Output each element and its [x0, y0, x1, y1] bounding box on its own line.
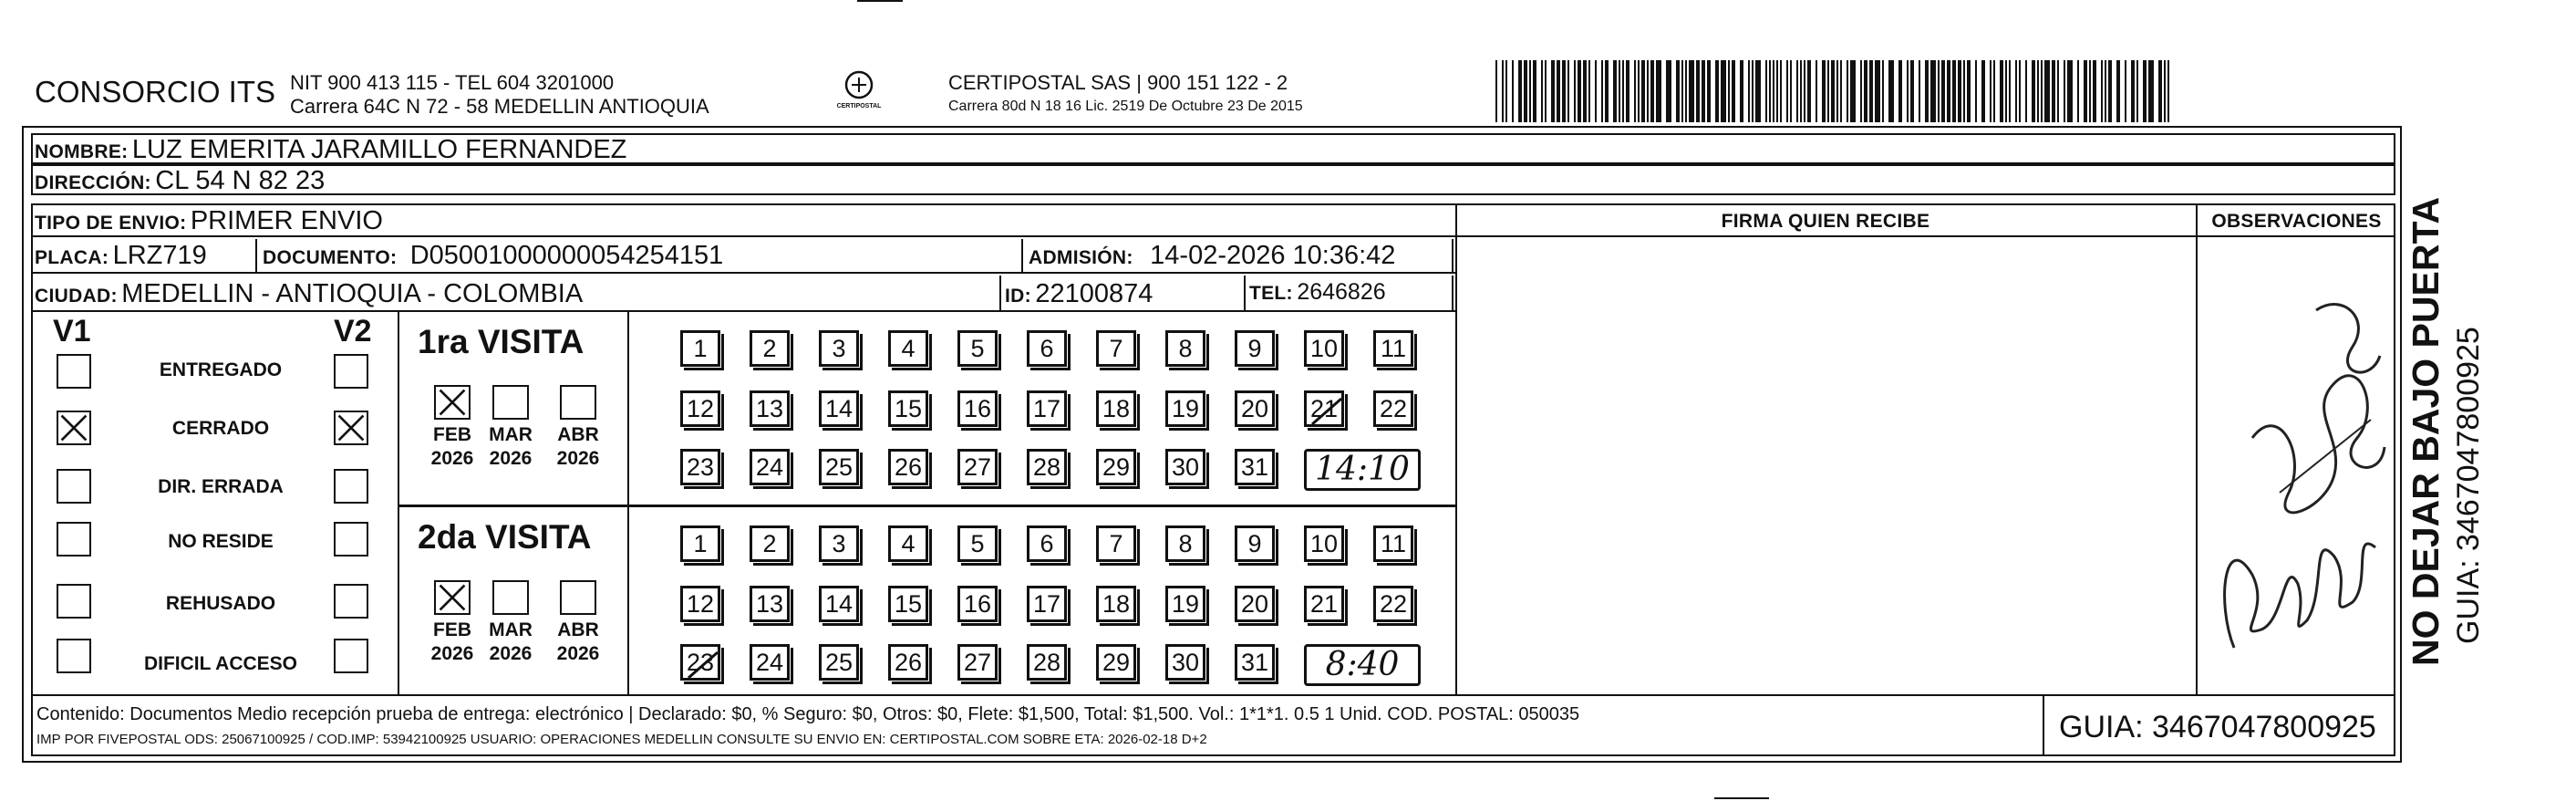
visit-day-number: 9 [1247, 334, 1262, 362]
visit-day-number: 15 [894, 394, 923, 422]
visit-day-box[interactable] [957, 644, 998, 681]
visit-time: 8:40 [1304, 644, 1421, 686]
visit-day-box[interactable] [1235, 449, 1275, 485]
visit-day-number: 18 [1102, 589, 1131, 618]
visit-day-number: 14 [824, 394, 853, 422]
visit-day-number: 2 [762, 529, 777, 557]
visit-time: 14:10 [1304, 449, 1421, 491]
visit-day-number: 31 [1240, 648, 1269, 676]
visit-day-number: 22 [1379, 394, 1408, 422]
main-grid [31, 203, 2395, 696]
placa-value: LRZ719 [112, 241, 207, 270]
v1-label: V1 [53, 314, 91, 348]
visit-day-box[interactable] [750, 390, 790, 427]
visit-day-number: 29 [1102, 648, 1131, 676]
visit-day-number: 16 [963, 589, 992, 618]
visit-day-box[interactable] [888, 586, 928, 622]
visit-month-checkbox[interactable] [492, 385, 529, 420]
visit-day-box[interactable] [957, 330, 998, 367]
direccion-field [35, 166, 325, 196]
company-nit: NIT 900 413 115 - TEL 604 3201000 [290, 71, 615, 94]
visit-day-box[interactable] [1373, 390, 1413, 427]
visit-day-box[interactable] [1096, 449, 1136, 485]
nombre-field [35, 135, 626, 165]
visit-day-number: 28 [1032, 453, 1061, 481]
visit-day-number: 24 [755, 453, 784, 481]
v2-checkbox[interactable] [334, 469, 368, 504]
visit-day-box[interactable] [819, 449, 859, 485]
status-reason-label: NO RESIDE [168, 531, 274, 552]
visit-day-box[interactable] [1304, 525, 1344, 562]
day-strike-mark [1307, 393, 1341, 424]
visit-day-number: 21 [1309, 589, 1339, 618]
visit-year-label: 2026 [556, 643, 600, 664]
visit-day-box[interactable] [1235, 586, 1275, 622]
certipostal-line2: Carrera 80d N 18 16 Lic. 2519 De Octubre 23 De 2015 [948, 99, 1303, 114]
visit-year-label: 2026 [430, 448, 474, 469]
visit-day-box[interactable] [957, 449, 998, 485]
barcode-graphic [1495, 60, 2175, 122]
side-guia: GUIA: 3467047800925 [2451, 327, 2486, 644]
company-name: CONSORCIO ITS [35, 75, 276, 109]
visit-day-number: 12 [686, 394, 715, 422]
visit-month-checkbox[interactable] [434, 385, 471, 420]
visit-day-box[interactable] [1235, 330, 1275, 367]
nombre-label: NOMBRE: [35, 141, 129, 162]
visit-day-number: 8 [1178, 529, 1193, 557]
visit-day-box[interactable] [1027, 525, 1067, 562]
visit-day-box[interactable] [1096, 644, 1136, 681]
visit-day-number: 27 [963, 648, 992, 676]
visit-day-box[interactable] [680, 586, 720, 622]
visit-year-label: 2026 [489, 643, 533, 664]
visit-day-box[interactable] [957, 390, 998, 427]
visit-day-box[interactable] [1165, 330, 1205, 367]
visit-day-number: 3 [832, 529, 846, 557]
id-value: 22100874 [1035, 279, 1154, 308]
day-strike-mark [683, 647, 718, 678]
visit-month-checkbox[interactable] [434, 580, 471, 615]
visit-day-box[interactable] [680, 330, 720, 367]
visit-day-box[interactable] [1235, 644, 1275, 681]
visit-title: 1ra VISITA [418, 323, 585, 360]
visit-day-number: 13 [755, 394, 784, 422]
admision-value: 14-02-2026 10:36:42 [1150, 241, 1396, 270]
visit-day-number: 1 [693, 334, 708, 362]
visit-month-label: FEB [433, 424, 471, 445]
visit-day-number: 26 [894, 648, 923, 676]
tel-value: 2646826 [1297, 279, 1386, 305]
ciudad-field [35, 279, 583, 309]
visit-day-number: 23 [686, 648, 715, 676]
status-reason-label: REHUSADO [165, 593, 276, 614]
visit-day-box[interactable] [750, 586, 790, 622]
visit-day-number: 28 [1032, 648, 1061, 676]
status-reason-label: ENTREGADO [159, 359, 283, 380]
visit-day-number: 16 [963, 394, 992, 422]
visit-month-checkbox[interactable] [560, 385, 596, 420]
visit-day-box[interactable] [1165, 586, 1205, 622]
visit-day-box[interactable] [1027, 449, 1067, 485]
visit-day-box[interactable] [1165, 644, 1205, 681]
v2-checkbox[interactable] [334, 639, 368, 673]
visit-day-box[interactable] [888, 390, 928, 427]
observaciones-label: OBSERVACIONES [2211, 211, 2382, 232]
v2-checkbox[interactable] [334, 354, 368, 389]
visit-day-box[interactable] [1096, 586, 1136, 622]
visit-title: 2da VISITA [418, 518, 592, 556]
tel-label: TEL: [1249, 283, 1293, 304]
visit-day-number: 29 [1102, 453, 1131, 481]
visit-day-number: 4 [901, 334, 916, 362]
visit-day-number: 19 [1171, 394, 1200, 422]
visit-day-number: 10 [1309, 334, 1339, 362]
v2-checkbox[interactable] [334, 522, 368, 557]
x-mark-icon [436, 582, 469, 613]
visit-day-box[interactable] [1373, 525, 1413, 562]
footer-imp: IMP POR FIVEPOSTAL ODS: 25067100925 / COD.IMP: 53942100925 USUARIO: OPERACIONES MEDELLIN CONSULTE SU ENVIO EN: CERTIPOSTAL.COM SOBRE ETA: 2026-02-18 D+2 [36, 732, 1207, 747]
visit-day-number: 8 [1178, 334, 1193, 362]
visit-day-box[interactable] [1027, 644, 1067, 681]
status-reason-label: DIFICIL ACCESO [143, 653, 297, 674]
footer-contenido: Contenido: Documentos Medio recepción prueba de entrega: electrónico | Declarado: $0, % Seguro: $0, Otros: $0, Flete: $1,500, Total: $1,500. Vol.: 1*1*1. 0.5 1 Unid. COD. POSTAL: 050035 [36, 704, 1580, 724]
visit-day-box[interactable] [819, 330, 859, 367]
visit-day-box[interactable] [1235, 390, 1275, 427]
visit-day-box[interactable] [957, 586, 998, 622]
visit-day-box[interactable] [1096, 525, 1136, 562]
visit-day-number: 21 [1309, 394, 1339, 422]
visit-day-number: 30 [1171, 453, 1200, 481]
visit-day-box[interactable] [888, 449, 928, 485]
documento-label: DOCUMENTO: [263, 247, 398, 268]
visit-day-box[interactable] [1027, 390, 1067, 427]
side-no-dejar: NO DEJAR BAJO PUERTA [2405, 196, 2447, 666]
id-field [1005, 279, 1153, 309]
visit-day-box[interactable] [888, 330, 928, 367]
visit-day-box[interactable] [680, 644, 720, 681]
visit-day-box[interactable] [750, 644, 790, 681]
visit-day-number: 20 [1240, 589, 1269, 618]
visit-day-number: 24 [755, 648, 784, 676]
visit-year-label: 2026 [489, 448, 533, 469]
visit-day-number: 17 [1032, 589, 1061, 618]
strike-icon [683, 647, 723, 683]
visit-day-number: 6 [1040, 529, 1054, 557]
x-mark-icon [436, 387, 469, 418]
certipostal-logo-text: CERTIPOSTAL [836, 103, 882, 109]
visit-day-number: 12 [686, 589, 715, 618]
visit-day-number: 11 [1380, 334, 1407, 362]
visit-month-label: MAR [489, 424, 533, 445]
visit-day-number: 9 [1247, 529, 1262, 557]
visit-day-number: 26 [894, 453, 923, 481]
visit-day-number: 17 [1032, 394, 1061, 422]
visit-day-box[interactable] [1027, 586, 1067, 622]
visit-day-number: 4 [901, 529, 916, 557]
visit-year-label: 2026 [430, 643, 474, 664]
visit-day-number: 11 [1380, 529, 1407, 557]
placa-field [35, 241, 207, 271]
visit-day-number: 22 [1379, 589, 1408, 618]
visit-day-box[interactable] [957, 525, 998, 562]
status-reason-label: DIR. ERRADA [158, 476, 284, 497]
visit-day-box[interactable] [1027, 330, 1067, 367]
visit-month-label: ABR [557, 619, 599, 640]
ciudad-label: CIUDAD: [35, 286, 118, 307]
visit-day-box[interactable] [750, 449, 790, 485]
visit-day-number: 31 [1240, 453, 1269, 481]
strike-icon [1307, 393, 1347, 430]
admision-field [1029, 241, 1395, 271]
status-reason-label: CERRADO [171, 418, 270, 439]
visit-day-number: 18 [1102, 394, 1131, 422]
visit-month-label: FEB [433, 619, 471, 640]
row-direccion [31, 164, 2395, 195]
documento-field [263, 241, 723, 271]
visit-day-number: 13 [755, 589, 784, 618]
tel-field [1249, 279, 1386, 306]
visit-month-checkbox[interactable] [560, 580, 596, 615]
visit-day-box[interactable] [1096, 390, 1136, 427]
placa-label: PLACA: [35, 247, 109, 268]
visit-day-box[interactable] [750, 330, 790, 367]
tipo-label: TIPO DE ENVIO: [35, 213, 187, 234]
footer-guia: GUIA: 3467047800925 [2059, 710, 2376, 744]
firma-label: FIRMA QUIEN RECIBE [1721, 211, 1930, 232]
v2-checkbox[interactable] [334, 411, 368, 445]
id-label: ID: [1005, 286, 1031, 307]
visit-day-box[interactable] [680, 390, 720, 427]
v2-checkbox[interactable] [334, 584, 368, 619]
ciudad-value: MEDELLIN - ANTIOQUIA - COLOMBIA [121, 279, 584, 308]
visit-day-number: 5 [970, 334, 985, 362]
visit-year-label: 2026 [556, 448, 600, 469]
visit-day-box[interactable] [1165, 449, 1205, 485]
visit-day-number: 7 [1109, 334, 1123, 362]
visit-day-box[interactable] [750, 525, 790, 562]
visit-day-box[interactable] [1304, 330, 1344, 367]
visit-day-number: 27 [963, 453, 992, 481]
visit-day-number: 20 [1240, 394, 1269, 422]
visit-day-box[interactable] [680, 525, 720, 562]
certipostal-line1: CERTIPOSTAL SAS | 900 151 122 - 2 [948, 71, 1288, 94]
visit-day-number: 14 [824, 589, 853, 618]
visit-day-box[interactable] [1373, 330, 1413, 367]
visit-day-box[interactable] [819, 644, 859, 681]
visit-day-box[interactable] [1096, 330, 1136, 367]
signature-scribble [2198, 255, 2395, 693]
visit-day-box[interactable] [1235, 525, 1275, 562]
visit-day-number: 1 [693, 529, 708, 557]
visit-day-number: 10 [1309, 529, 1339, 557]
visit-day-box[interactable] [680, 449, 720, 485]
recipient-signature [2198, 255, 2395, 693]
visit-day-box[interactable] [1304, 586, 1344, 622]
v2-label: V2 [334, 314, 372, 348]
documento-value: D05001000000054254151 [409, 241, 724, 270]
visit-day-number: 25 [824, 453, 853, 481]
barcode [1495, 60, 2175, 122]
visit-day-number: 30 [1171, 648, 1200, 676]
visit-day-box[interactable] [1373, 586, 1413, 622]
visit-day-box[interactable] [1165, 390, 1205, 427]
visit-day-number: 3 [832, 334, 846, 362]
nombre-value: LUZ EMERITA JARAMILLO FERNANDEZ [131, 135, 627, 164]
visit-day-box[interactable] [819, 525, 859, 562]
visit-day-number: 25 [824, 648, 853, 676]
x-mark-icon [336, 412, 367, 443]
visit-day-number: 7 [1109, 529, 1123, 557]
visit-month-checkbox[interactable] [492, 580, 529, 615]
tipo-field [35, 206, 383, 236]
visit-day-box[interactable] [888, 644, 928, 681]
visit-day-number: 15 [894, 589, 923, 618]
visit-month-label: ABR [557, 424, 599, 445]
visit-day-number: 5 [970, 529, 985, 557]
visit-day-box[interactable] [1165, 525, 1205, 562]
visit-day-box[interactable] [888, 525, 928, 562]
visit-day-box[interactable] [819, 390, 859, 427]
visit-day-number: 6 [1040, 334, 1054, 362]
visit-day-box[interactable] [1304, 390, 1344, 427]
company-address: Carrera 64C N 72 - 58 MEDELLIN ANTIOQUIA [290, 95, 709, 118]
visit-day-box[interactable] [819, 586, 859, 622]
visit-day-number: 2 [762, 334, 777, 362]
direccion-value: CL 54 N 82 23 [155, 166, 326, 195]
direccion-label: DIRECCIÓN: [35, 172, 151, 193]
visit-day-number: 19 [1171, 589, 1200, 618]
visit-month-label: MAR [489, 619, 533, 640]
visit-day-number: 23 [686, 453, 715, 481]
tipo-value: PRIMER ENVIO [190, 206, 383, 235]
admision-label: ADMISIÓN: [1029, 247, 1133, 268]
